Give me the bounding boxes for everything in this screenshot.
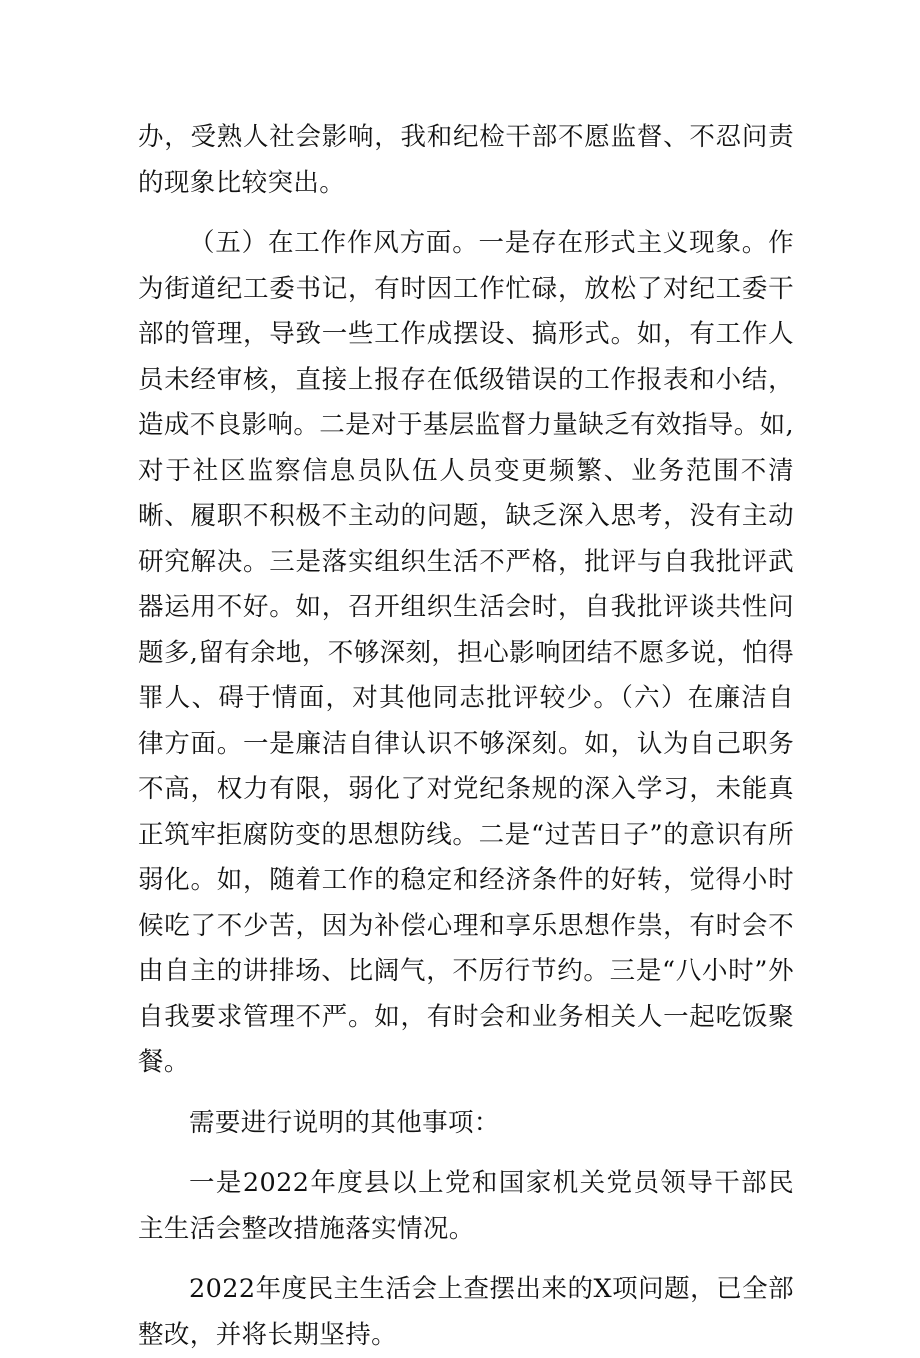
paragraph-rectification-status: 2022年度民主生活会上查摆出来的X项问题，已全部整改，并将长期坚持。 <box>138 1274 794 1350</box>
paragraph-work-style-and-integrity: （五）在工作作风方面。一是存在形式主义现象。作为街道纪工委书记，有时因工作忙碌，放松了对纪工委干部的管理，导致一些工作成摆设、搞形式。如，有工作人员未经审核，直接上报存在低级错误的工作报表和小结，造成不良影响。二是对于基层监督力量缺乏有效指导。如,对于社区监察信息员队伍人员变更频繁、业务范围不清晰、履职不积极不主动的问题，缺乏深入思考，没有主动研究解决。三是落实组织生活不严格，批评与自我批评武器运用不好。如，召开组织生活会时，自我批评谈共性问题多,留有余地，不够深刻，担心影响团结不愿多说，怕得罪人、碍于情面，对其他同志批评较少。（六）在廉洁自律方面。一是廉洁自律认识不够深刻。如，认为自己职务不高，权力有限，弱化了对党纪条规的深入学习，未能真正筑牢拒腐防变的思想防线。二是“过苦日子”的意识有所弱化。如，随着工作的稳定和经济条件的好转，觉得小时候吃了不少苦，因为补偿心理和享乐思想作祟，有时会不由自主的讲排场、比阔气，不厉行节约。三是“八小时”外自我要求管理不严。如，有时会和业务相关人一起吃饭聚餐。 <box>138 228 795 1077</box>
paragraph-continuation: 办，受熟人社会影响，我和纪检干部不愿监督、不忍问责的现象比较突出。 <box>138 122 794 198</box>
paragraph-rectification-item: 一是2022年度县以上党和国家机关党员领导干部民主生活会整改措施落实情况。 <box>138 1168 794 1244</box>
paragraph-other-matters-heading: 需要进行说明的其他事项： <box>189 1107 500 1138</box>
document-body <box>138 115 794 1358</box>
